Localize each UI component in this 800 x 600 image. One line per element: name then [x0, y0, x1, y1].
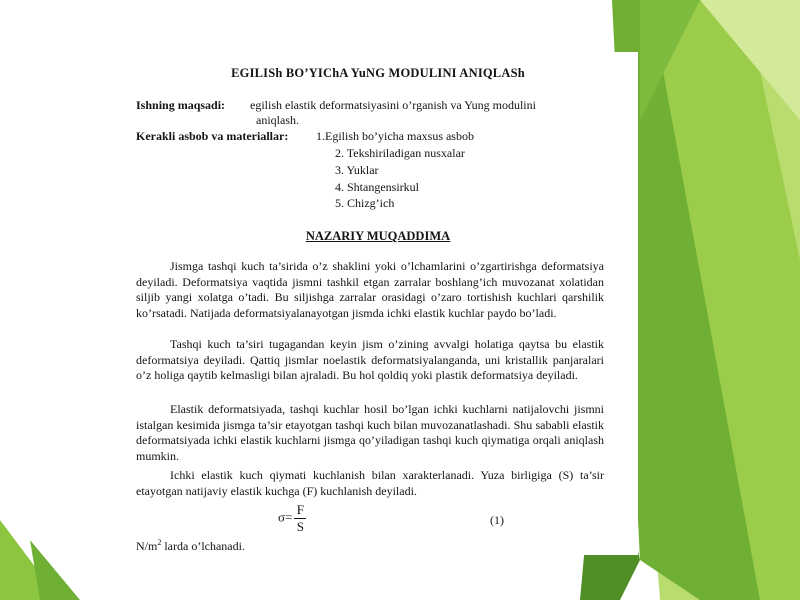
document-title: EGILISh BO’YIChA YuNG MODULINI ANIQLASh — [231, 66, 525, 80]
units-suffix: larda o’lchanadi. — [161, 539, 245, 553]
document-page — [118, 52, 638, 555]
units-power: 2 — [157, 538, 162, 547]
aim-text-line-1: egilish elastik deformatsiyasini o’rganish va Yung modulini — [250, 98, 536, 112]
formula-lhs: σ= — [278, 509, 293, 525]
paragraph: Tashqi kuch ta’siri tugagandan keyin jism o’zining avvalgi holatiga qaytsa bu elastik deformatsiya deyiladi. Qattiq jismlar noelastik deformatsiyalanganda, uni kristallik panjaralari o’z holiga qaytib kelmasligi bilan ajraladi. Bu hol qoldiq yoki plastik deformatsiya deyiladi. — [136, 337, 604, 383]
formula-fraction — [294, 502, 306, 535]
units-line — [136, 538, 245, 554]
stress-formula — [278, 502, 306, 535]
units-prefix: N/m — [136, 539, 158, 553]
equation-number: (1) — [490, 513, 504, 527]
materials-label: Kerakli asbob va materiallar: — [136, 129, 289, 143]
materials-item: 3. Yuklar — [335, 163, 379, 177]
materials-item: 4. Shtangensirkul — [335, 180, 419, 194]
paragraph: Elastik deformatsiyada, tashqi kuchlar hosil bo’lgan ichki kuchlarni natijalovchi jismni istalgan kesimida jismga ta’sir etayotgan tashqi kuch bilan muvozanatlashadi. Shu sababli elastik deformatsiyada ichki elastik kuchlarni jismga qo’yiladigan tashqi kuch qiymatiga orqali aniqlash mumkin. — [136, 402, 604, 463]
section-title: NAZARIY MUQADDIMA — [305, 229, 451, 243]
aim-label: Ishning maqsadi: — [136, 98, 226, 112]
paragraph: Jismga tashqi kuch ta’sirida o’z shaklini yoki o’lchamlarini o’zgartirishga deformatsiya deyiladi. Deformatsiya vaqtida jismni tashkil etgan zarralar boshlang’ich muvozanat xolatidan siljib yangi xolatga o’tadi. Bu siljishga zarralar orasidagi o’zaro tortishish kuchlari qarshilik ko’rsatadi. Natijada deformatsiyalanayotgan jismda ichki elastik kuchlar paydo bo’ladi. — [136, 259, 604, 320]
aim-text-line-2: aniqlash. — [256, 113, 299, 127]
formula-numerator: F — [296, 502, 304, 517]
materials-item: 5. Chizg’ich — [335, 196, 395, 210]
paragraph: Ichki elastik kuch qiymati kuchlanish bilan xarakterlanadi. Yuza birligiga (S) ta’sir etayotgan natijaviy elastik kuchga (F) kuchlanish deyiladi. — [136, 468, 604, 498]
materials-item: 1.Egilish bo’yicha maxsus asbob — [316, 129, 474, 143]
formula-denominator: S — [296, 519, 304, 534]
materials-item: 2. Tekshiriladigan nusxalar — [335, 146, 465, 160]
